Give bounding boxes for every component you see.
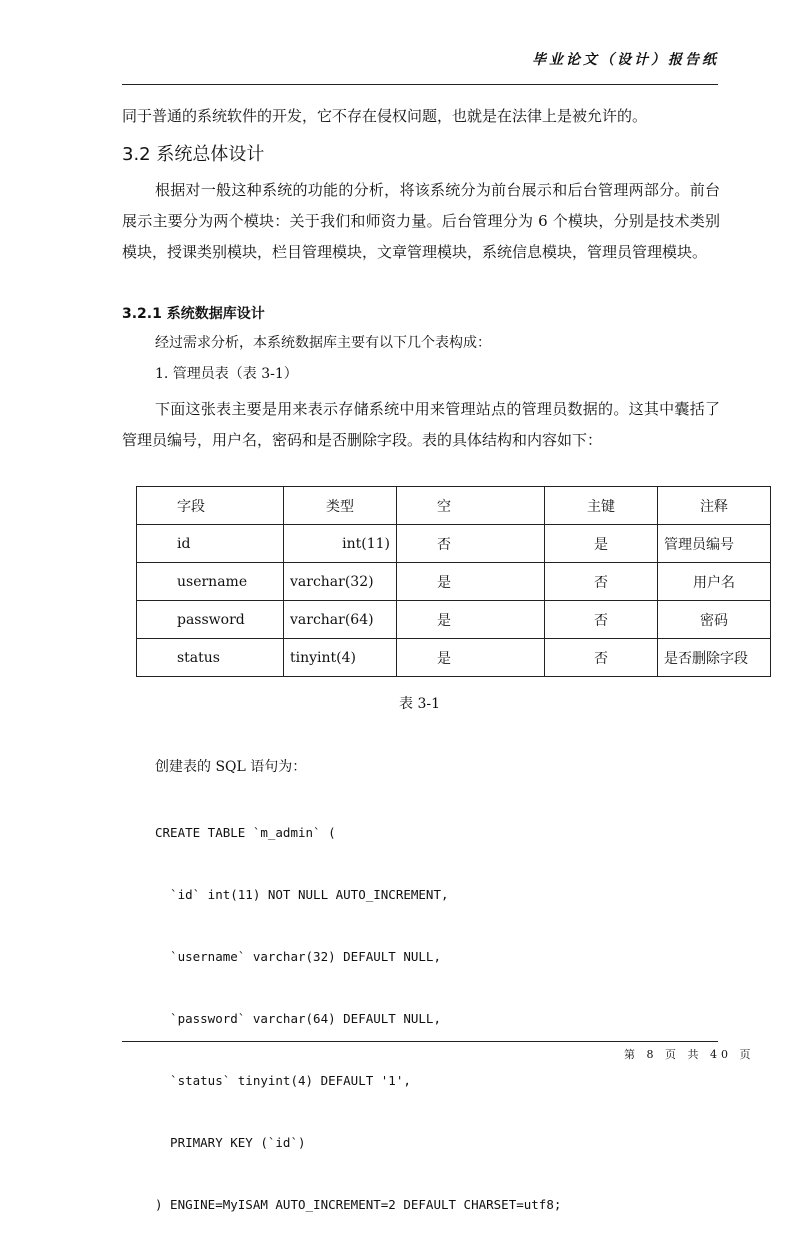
paragraph-requirements: 经过需求分析，本系统数据库主要有以下几个表构成： xyxy=(155,335,491,351)
table-cell: 密码 xyxy=(658,601,771,639)
table-cell: 用户名 xyxy=(658,563,771,601)
table-cell: varchar(64) xyxy=(284,601,397,639)
code-line: `username` varchar(32) DEFAULT NULL, xyxy=(155,949,441,964)
table-cell: 否 xyxy=(545,601,658,639)
code-line: CREATE TABLE `m_admin` ( xyxy=(155,825,336,840)
table-cell: 否 xyxy=(397,525,545,563)
table-cell: password xyxy=(137,601,284,639)
table-cell: 管理员编号 xyxy=(658,525,771,563)
list-item-admin-table: 1. 管理员表（表 3-1） xyxy=(155,366,298,382)
table-cell: int(11) xyxy=(284,525,397,563)
table-header-cell: 字段 xyxy=(137,487,284,525)
table-cell: id xyxy=(137,525,284,563)
table-header-cell: 类型 xyxy=(284,487,397,525)
table-row xyxy=(137,639,771,677)
header-rule xyxy=(122,84,718,85)
table-cell: 是否删除字段 xyxy=(658,639,771,677)
table-cell: 否 xyxy=(545,563,658,601)
table-cell: 是 xyxy=(397,601,545,639)
footer-rule xyxy=(122,1041,718,1042)
code-line: PRIMARY KEY (`id`) xyxy=(155,1135,306,1150)
subsection-heading: 3.2.1 系统数据库设计 xyxy=(122,306,265,322)
table-header-cell: 空 xyxy=(397,487,545,525)
table-header-cell: 主键 xyxy=(545,487,658,525)
table-cell: username xyxy=(137,563,284,601)
table-cell: 否 xyxy=(545,639,658,677)
table-cell: status xyxy=(137,639,284,677)
paragraph-intro: 同于普通的系统软件的开发，它不存在侵权问题，也就是在法律上是被允许的。 xyxy=(122,107,648,125)
table-row xyxy=(137,601,771,639)
page-number: 第 8 页 共 40 页 xyxy=(624,1048,755,1061)
code-line: `status` tinyint(4) DEFAULT '1', xyxy=(155,1073,411,1088)
table-cell: 是 xyxy=(397,639,545,677)
table-header-row xyxy=(137,487,771,525)
table-cell: 是 xyxy=(545,525,658,563)
table-cell: varchar(32) xyxy=(284,563,397,601)
sql-code-block xyxy=(155,786,561,1251)
table-row xyxy=(137,563,771,601)
table-cell: 是 xyxy=(397,563,545,601)
table-cell: tinyint(4) xyxy=(284,639,397,677)
section-heading: 3.2 系统总体设计 xyxy=(122,144,265,165)
admin-table xyxy=(136,486,771,677)
sql-intro: 创建表的 SQL 语句为： xyxy=(155,759,307,775)
table-row xyxy=(137,525,771,563)
table-header-cell: 注释 xyxy=(658,487,771,525)
code-line: `password` varchar(64) DEFAULT NULL, xyxy=(155,1011,441,1026)
page-header-title: 毕业论文（设计）报告纸 xyxy=(532,52,719,68)
paragraph-overview: 根据对一般这种系统的功能的分析，将该系统分为前台展示和后台管理两部分。前台展示主要分为两个模块：关于我们和师资力量。后台管理分为 6 个模块，分别是技术类别模块，授课类别模块，栏目管理模块，文章管理模块，系统信息模块，管理员管理模块。 xyxy=(122,181,720,261)
table-caption: 表 3-1 xyxy=(399,696,440,712)
code-line: `id` int(11) NOT NULL AUTO_INCREMENT, xyxy=(155,887,449,902)
paragraph-table-description: 下面这张表主要是用来表示存储系统中用来管理站点的管理员数据的。这其中囊括了管理员编号，用户名，密码和是否删除字段。表的具体结构和内容如下： xyxy=(122,400,720,449)
code-line: ) ENGINE=MyISAM AUTO_INCREMENT=2 DEFAULT CHARSET=utf8; xyxy=(155,1197,562,1212)
